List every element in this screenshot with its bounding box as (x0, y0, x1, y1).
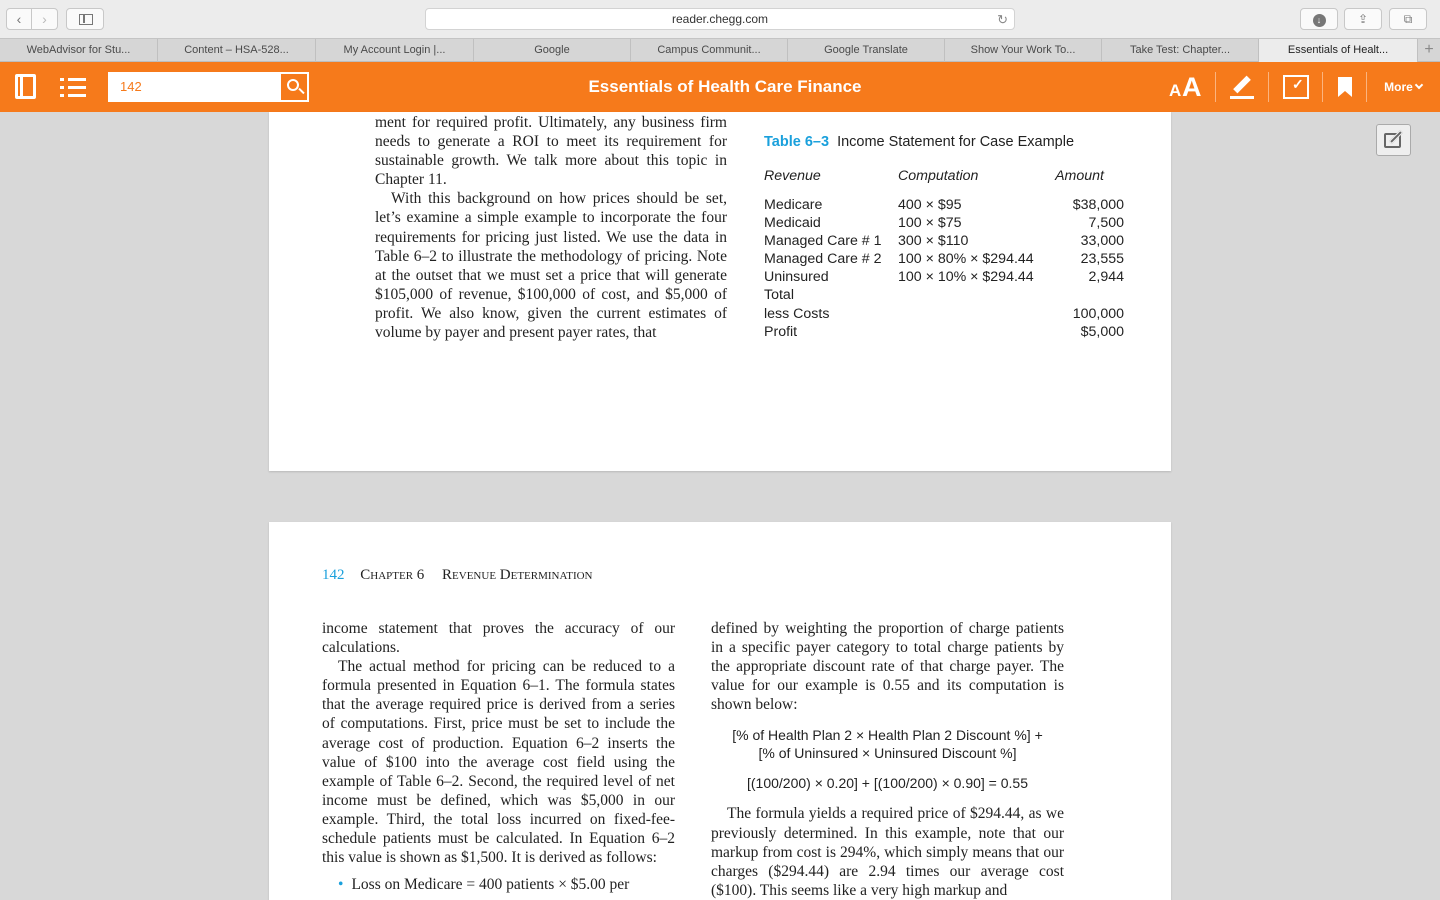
formula-definition: [% of Health Plan 2 × Health Plan 2 Discount %] + [% of Uninsured × Uninsured Discount %] (732, 727, 1043, 762)
table-row: Total (764, 287, 794, 304)
back-icon: ‹ (16, 11, 22, 27)
paragraph: ment for required profit. Ultimately, any business firm needs to generate a ROI to meet its requirement for sustainable growth. We talk more about this topic in Chapter 11. (375, 114, 727, 189)
reload-icon[interactable]: ↻ (997, 12, 1008, 27)
tab-google[interactable]: Google (474, 39, 631, 62)
section-label: Revenue Determination (442, 567, 593, 583)
paragraph: With this background on how prices should be set, let’s examine a simple example to incorporate the four requirements for pricing just listed. We use the data in Table 6–2 to illustrate the methodology of pricing. Note at the outset that we must set a price that will generate $105,000 of revenue, $100,000 of cost, and $5,000 of profit. We also know, given the current estimates of volume by payer and present payer rates, that (375, 190, 727, 342)
right-column (711, 619, 1064, 900)
paragraph: The formula yields a required price of $294.44, as we previously determined. In this example, note that our markup from cost is 294%, which simply means that our charges ($294.44) are 2.94 times our average cost ($100). This seems like a very high markup and (711, 805, 1064, 899)
downloads-button[interactable] (1300, 8, 1338, 30)
income-statement-table (764, 167, 1124, 341)
tab-campus-community[interactable]: Campus Communit... (631, 39, 788, 62)
back-button[interactable] (6, 8, 32, 30)
forward-button[interactable] (32, 8, 58, 30)
table-of-contents-icon[interactable] (60, 78, 86, 98)
forward-icon: › (42, 11, 47, 27)
table-header-row: Revenue Computation Amount (764, 168, 1104, 184)
table-row: less Costs 100,000 (764, 305, 1124, 322)
search-button[interactable] (279, 72, 309, 102)
book-page-142 (269, 522, 1171, 900)
bookmark-icon[interactable] (1338, 77, 1352, 97)
running-header (322, 567, 593, 584)
url-text: reader.chegg.com (671, 12, 769, 26)
table-row: Uninsured 100 × 10% × $294.44 2,944 (764, 269, 1124, 286)
toolbar-divider (1322, 72, 1323, 102)
left-column (322, 619, 675, 894)
table-row: Profit $5,000 (764, 323, 1124, 340)
chapter-label: Chapter 6 (360, 567, 425, 583)
table-caption (764, 134, 1074, 150)
bullet-icon: • (338, 876, 344, 894)
download-icon: ↓ (1313, 14, 1326, 27)
sidebar-toggle-button[interactable] (66, 8, 104, 30)
page-search-input[interactable]: 142 (108, 72, 280, 102)
highlight-pencil-icon[interactable] (1230, 74, 1256, 100)
tab-bar (0, 38, 1440, 62)
chevron-down-icon (1415, 81, 1423, 89)
more-menu-button[interactable]: More (1372, 62, 1434, 112)
table-row: Medicaid 100 × $75 7,500 (764, 215, 1124, 232)
show-tabs-button[interactable] (1389, 8, 1427, 30)
tab-my-account[interactable]: My Account Login |... (316, 39, 474, 62)
notes-icon[interactable] (1283, 75, 1309, 99)
address-bar[interactable] (425, 8, 1015, 30)
add-note-button[interactable] (1376, 124, 1411, 156)
page-number: 142 (322, 567, 345, 583)
tab-take-test[interactable]: Take Test: Chapter... (1102, 39, 1259, 62)
table-row: Managed Care # 2 100 × 80% × $294.44 23,555 (764, 251, 1124, 268)
share-icon: ⇪ (1357, 12, 1369, 26)
paragraph: The actual method for pricing can be reduced to a formula presented in Equation 6–1. The formula states that the average required price is derived from a series of computations. First, price must be set to include the average cost of production. Equation 6–2 inserts the value of $100 into the average cost field using the example of Table 6–2. Second, the required level of net income must be defined, which was $5,000 in our example. Third, the total loss incurred on fixed-fee-schedule patients must be calculated. In Equation 6–2 this value is shown as $1,500. It is derived as follows: (322, 658, 675, 867)
table-row: Managed Care # 1 300 × $110 33,000 (764, 233, 1124, 250)
tab-google-translate[interactable]: Google Translate (788, 39, 945, 62)
paragraph: defined by weighting the proportion of charge patients in a specific payer category to total charge patients by the appropriate discount rate of that charge payer. The value for our example is 0.55 and its computation is shown below: (711, 620, 1064, 714)
toolbar-divider (1215, 72, 1216, 102)
font-size-icon[interactable]: A A (1169, 72, 1202, 102)
left-column (375, 113, 727, 342)
paragraph: income statement that proves the accuracy of our calculations. (322, 620, 675, 657)
reader-toolbar (0, 62, 1440, 112)
new-tab-button[interactable] (1418, 39, 1440, 62)
search-icon (287, 79, 299, 91)
tab-content-hsa[interactable]: Content – HSA-528... (158, 39, 316, 62)
sidebar-icon (79, 14, 93, 25)
tab-essentials[interactable]: Essentials of Healt... (1259, 39, 1418, 62)
browser-toolbar (0, 0, 1440, 38)
table-number: Table 6–3 (764, 134, 830, 150)
book-icon[interactable] (15, 74, 36, 99)
toolbar-divider (1268, 72, 1269, 102)
formula-computation: [(100/200) × 0.20] + [(100/200) × 0.90] = 0.55 (747, 775, 1028, 792)
bullet-item: • Loss on Medicare = 400 patients × $5.00 per (338, 876, 630, 894)
tab-show-your-work[interactable]: Show Your Work To... (945, 39, 1102, 62)
book-title: Essentials of Health Care Finance (588, 77, 862, 96)
share-button[interactable] (1344, 8, 1382, 30)
book-page-141 (269, 112, 1171, 471)
table-title: Income Statement for Case Example (837, 134, 1075, 150)
tabs-icon: ⧉ (1403, 12, 1413, 26)
table-row: Medicare 400 × $95 $38,000 (764, 197, 1124, 213)
plus-icon: + (1424, 41, 1434, 58)
tab-webadvisor[interactable]: WebAdvisor for Stu... (0, 39, 158, 62)
toolbar-divider (1366, 72, 1367, 102)
